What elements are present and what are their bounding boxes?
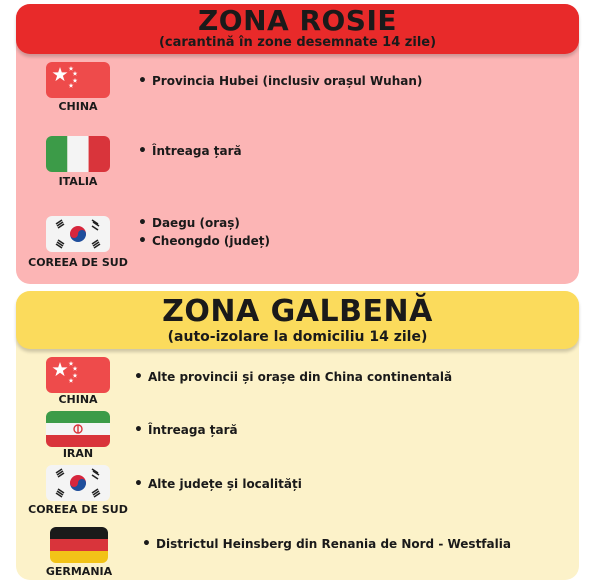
country-label-china: CHINA — [58, 100, 98, 113]
list-item: • Districtul Heinsberg din Renania de Nord - Westfalia — [142, 535, 511, 553]
country-label-italia: ITALIA — [58, 175, 98, 188]
germania-region-list — [142, 535, 511, 553]
country-label-coreea-de-sud: COREEA DE SUD — [28, 503, 128, 516]
country-label-iran: IRAN — [62, 447, 94, 460]
yellow-zone-title: ZONA GALBENĂ — [162, 294, 433, 329]
coreea-de-sud-region-list — [138, 214, 270, 250]
list-item: • Daegu (oraș) — [138, 214, 270, 232]
china-region-list — [134, 368, 452, 386]
china-flag-icon — [46, 62, 110, 98]
list-item: • Provincia Hubei (inclusiv orașul Wuhan) — [138, 72, 422, 90]
list-item: • Cheongdo (județ) — [138, 232, 270, 250]
list-item: • Întreaga țară — [138, 142, 242, 160]
italy-flag-icon — [46, 136, 110, 172]
iran-region-list — [134, 421, 238, 439]
yellow-zone-subtitle: (auto-izolare la domiciliu 14 zile) — [167, 329, 428, 345]
yellow-zone-header — [16, 291, 579, 349]
south-korea-flag-icon — [46, 216, 110, 252]
red-zone-header — [16, 4, 579, 54]
country-label-china: CHINA — [58, 393, 98, 406]
germany-flag-icon — [50, 527, 108, 563]
south-korea-flag-icon — [46, 465, 110, 501]
list-item: • Întreaga țară — [134, 421, 238, 439]
china-region-list — [138, 72, 422, 90]
red-zone-subtitle: (carantină în zone desemnate 14 zile) — [158, 35, 437, 50]
iran-flag-icon — [46, 411, 110, 447]
country-label-coreea-de-sud: COREEA DE SUD — [28, 256, 128, 269]
coreea-de-sud-region-list — [134, 475, 302, 493]
country-label-germania: GERMANIA — [45, 565, 113, 578]
china-flag-icon — [46, 357, 110, 393]
italia-region-list — [138, 142, 242, 160]
yellow-zone-panel — [16, 291, 579, 580]
list-item: • Alte provincii și orașe din China continentală — [134, 368, 452, 386]
list-item: • Alte județe și localități — [134, 475, 302, 493]
red-zone-panel — [16, 4, 579, 284]
red-zone-title: ZONA ROSIE — [197, 4, 398, 37]
